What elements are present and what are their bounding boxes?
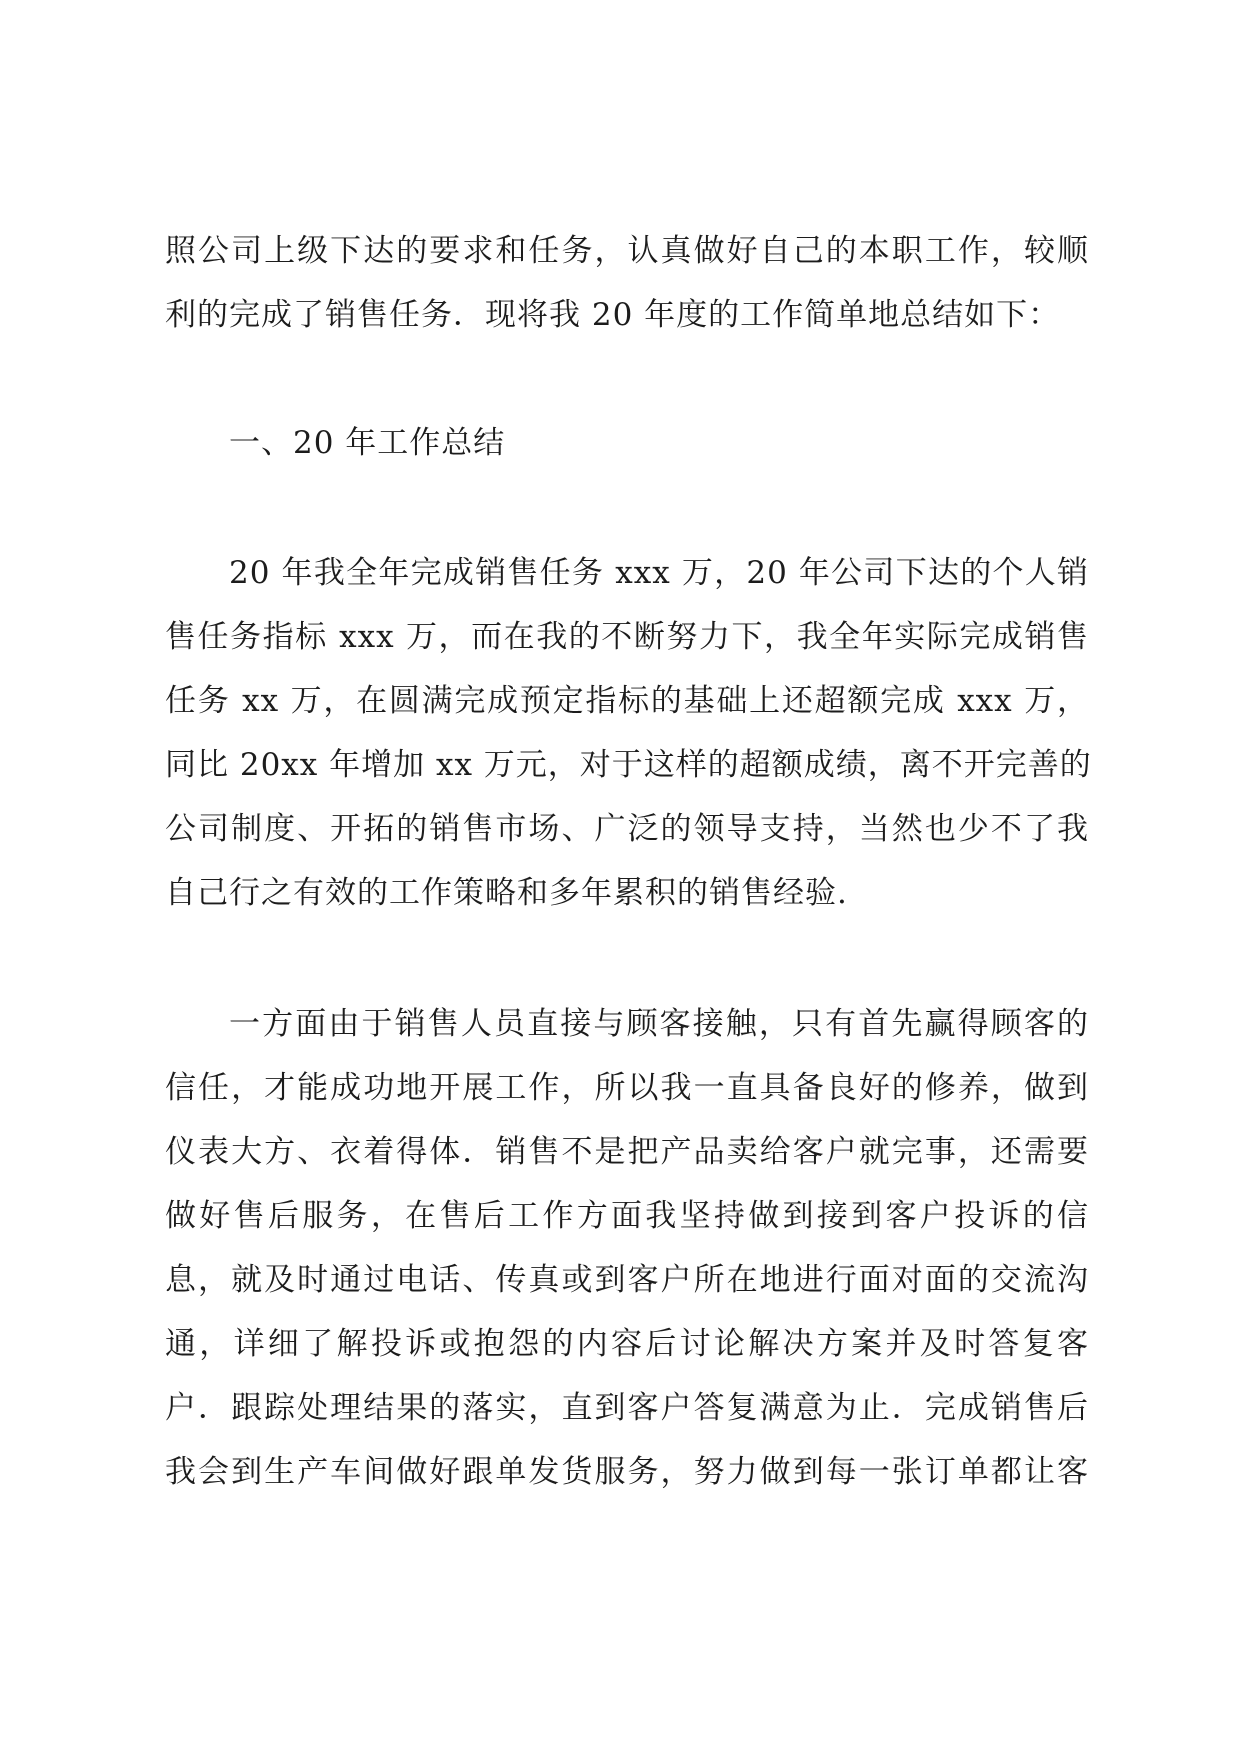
paragraph-line: 户．跟踪处理结果的落实，直到客户答复满意为止．完成销售后 — [165, 1390, 1089, 1426]
paragraph-line: 息，就及时通过电话、传真或到客户所在地进行面对面的交流沟 — [165, 1262, 1089, 1298]
paragraph-line: 仪表大方、衣着得体．销售不是把产品卖给客户就完事，还需要 — [165, 1134, 1089, 1170]
paragraph-line: 照公司上级下达的要求和任务，认真做好自己的本职工作，较顺 — [165, 233, 1089, 269]
section-heading — [165, 411, 1089, 475]
paragraph-line: 我会到生产车间做好跟单发货服务，努力做到每一张订单都让客 — [165, 1454, 1089, 1490]
paragraph-line: 利的完成了销售任务．现将我 20 年度的工作简单地总结如下： — [165, 297, 1061, 333]
paragraph-line: 自己行之有效的工作策略和多年累积的销售经验. — [165, 875, 848, 911]
paragraph-line: 做好售后服务，在售后工作方面我坚持做到接到客户投诉的信 — [165, 1198, 1089, 1234]
paragraph-line: 公司制度、开拓的销售市场、广泛的领导支持，当然也少不了我 — [165, 811, 1089, 847]
service-paragraph — [165, 992, 1089, 1504]
section-heading-text: 一、20 年工作总结 — [229, 425, 506, 461]
paragraph-line: 一方面由于销售人员直接与顾客接触，只有首先赢得顾客的 — [229, 1006, 1089, 1042]
paragraph-line: 信任，才能成功地开展工作，所以我一直具备良好的修养，做到 — [165, 1070, 1089, 1106]
paragraph-line: 20 年我全年完成销售任务 xxx 万，20 年公司下达的个人销 — [229, 555, 1089, 591]
paragraph-line: 通，详细了解投诉或抱怨的内容后讨论解决方案并及时答复客 — [165, 1326, 1089, 1362]
paragraph-line: 任务 xx 万，在圆满完成预定指标的基础上还超额完成 xxx 万， — [165, 683, 1089, 719]
intro-paragraph — [165, 219, 1089, 347]
paragraph-line: 售任务指标 xxx 万，而在我的不断努力下，我全年实际完成销售 — [165, 619, 1089, 655]
paragraph-line: 同比 20xx 年增加 xx 万元，对于这样的超额成绩，离不开完善的 — [165, 747, 1092, 783]
summary-paragraph — [165, 541, 1092, 925]
